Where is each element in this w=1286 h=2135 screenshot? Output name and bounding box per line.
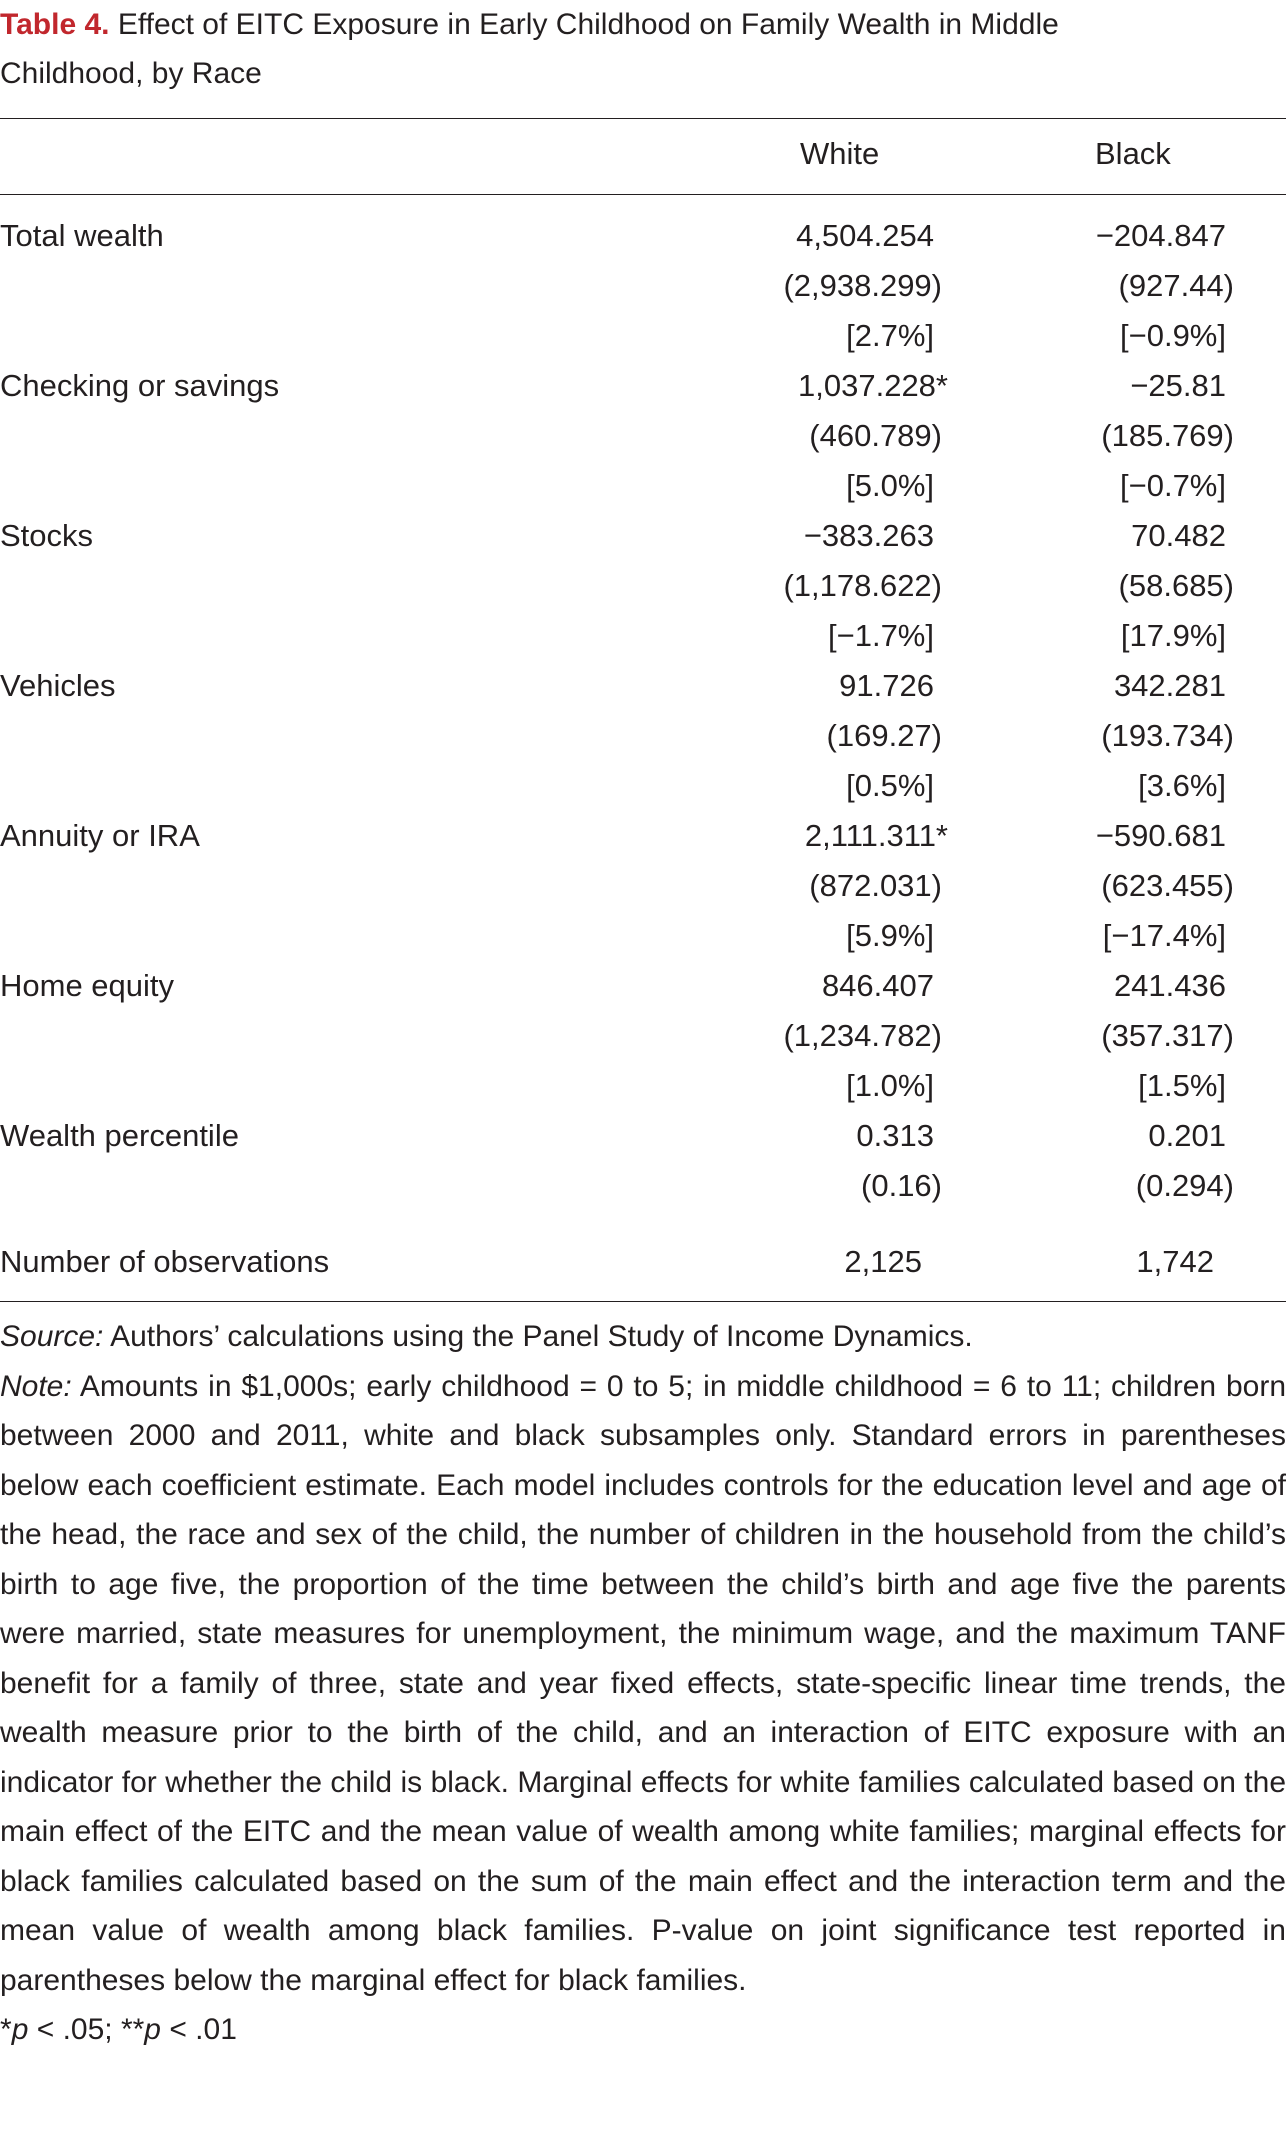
row-label: Home equity [0, 968, 175, 1003]
pct-row [0, 761, 1286, 811]
cell-black: [−0.9%] [1120, 318, 1226, 353]
caption-line-2: Childhood, by Race [0, 57, 262, 90]
cell-white: (1,234.782) [783, 1018, 942, 1053]
cell-white: 4,504.254 [796, 218, 934, 253]
table-body [0, 195, 1286, 1211]
row-label: Annuity or IRA [0, 818, 200, 853]
observations-white: 2,125 [844, 1244, 922, 1279]
cell-white: (169.27) [826, 718, 942, 753]
source-text: Authors’ calculations using the Panel Study of Income Dynamics. [103, 1320, 973, 1353]
cell-black: (623.455) [1101, 868, 1234, 903]
coef-row [0, 361, 1286, 411]
cell-white: (872.031) [809, 868, 942, 903]
caption-line-1: Effect of EITC Exposure in Early Childhood on Family Wealth in Middle [109, 8, 1059, 41]
cell-black: 241.436 [1113, 968, 1226, 1003]
cell-black: [3.6%] [1138, 768, 1226, 803]
cell-white: [0.5%] [846, 768, 934, 803]
cell-black: −590.681 [1095, 818, 1226, 853]
table-notes [0, 1302, 1286, 2055]
cell-black: [−17.4%] [1102, 918, 1226, 953]
note-paragraph [0, 1362, 1286, 2006]
cell-white: [1.0%] [846, 1068, 934, 1103]
cell-black: 0.201 [1148, 1118, 1226, 1153]
column-header-row [0, 119, 1286, 194]
cell-black: [17.9%] [1120, 618, 1226, 653]
observations-black: 1,742 [1136, 1244, 1214, 1279]
cell-white: (1,178.622) [783, 568, 942, 603]
cell-black: (185.769) [1101, 418, 1234, 453]
se-row [0, 411, 1286, 461]
cell-white: 91.726 [839, 668, 934, 703]
row-label: Stocks [0, 518, 94, 553]
cell-black: (927.44) [1118, 268, 1234, 303]
cell-black: (58.685) [1118, 568, 1234, 603]
significance-note: *p < .05; **p < .01 [0, 2013, 237, 2046]
note-text: Amounts in $1,000s; early childhood = 0 to 5; in middle childhood = 6 to 11; children born between 2000 and 2011, white and black subsamples only. Standard errors in parentheses below each coefficient estimate. Each model includes controls for the education level and age of the head, the race and sex of the child, the number of children in the household from the child’s birth to age five, the proportion of the time between the child’s birth and age five the parents were married, state measures for unemployment, the minimum wage, and the maximum TANF benefit for a family of three, state and year fixed effects, state-specific linear time trends, the wealth measure prior to the birth of the child, and an interaction of EITC exposure with an indicator for whether the child is black. Marginal effects for white families calculated based on the main effect of the EITC and the mean value of wealth among white families; marginal effects for black families calculated based on the sum of the main effect and the interaction term and the mean value of wealth among black families. P-value on joint significance test reported in parentheses below the marginal effect for black families. [0, 1369, 1286, 1997]
cell-black: [−0.7%] [1120, 468, 1226, 503]
cell-white: (460.789) [809, 418, 942, 453]
source-note [0, 1312, 1286, 1362]
se-row [0, 861, 1286, 911]
cell-white: 846.407 [821, 968, 934, 1003]
se-row [0, 561, 1286, 611]
coef-row [0, 661, 1286, 711]
pct-row [0, 1061, 1286, 1111]
pct-row [0, 911, 1286, 961]
cell-white: [5.9%] [846, 918, 934, 953]
observations-row [0, 1237, 1286, 1287]
observations-label: Number of observations [0, 1244, 330, 1279]
cell-white: 0.313 [856, 1118, 934, 1153]
row-label: Vehicles [0, 668, 116, 703]
table-caption [0, 0, 1286, 98]
cell-white: [2.7%] [846, 318, 934, 353]
cell-white: 1,037.228* [798, 368, 948, 403]
cell-black: (0.294) [1135, 1168, 1234, 1203]
cell-black: [1.5%] [1138, 1068, 1226, 1103]
column-header-white: White [800, 136, 880, 171]
row-label: Total wealth [0, 218, 164, 253]
se-row [0, 1161, 1286, 1211]
coef-row [0, 1111, 1286, 1161]
cell-white: −383.263 [803, 518, 934, 553]
coef-row [0, 961, 1286, 1011]
cell-black: −204.847 [1095, 218, 1226, 253]
se-row [0, 261, 1286, 311]
cell-white: (0.16) [861, 1168, 942, 1203]
cell-black: 70.482 [1131, 518, 1226, 553]
row-label: Wealth percentile [0, 1118, 239, 1153]
pct-row [0, 461, 1286, 511]
source-label: Source: [0, 1320, 104, 1353]
cell-black: −25.81 [1130, 368, 1226, 403]
pct-row [0, 611, 1286, 661]
cell-white: 2,111.311* [804, 818, 948, 853]
se-row [0, 1011, 1286, 1061]
column-header-black: Black [1095, 136, 1171, 171]
se-row [0, 711, 1286, 761]
note-label: Note: [0, 1369, 72, 1403]
cell-white: [−1.7%] [828, 618, 934, 653]
pct-row [0, 311, 1286, 361]
cell-black: (193.734) [1101, 718, 1234, 753]
cell-white: (2,938.299) [783, 268, 942, 303]
row-label: Checking or savings [0, 368, 280, 403]
coef-row [0, 511, 1286, 561]
table-number: Table 4. [0, 8, 110, 41]
cell-black: (357.317) [1101, 1018, 1234, 1053]
cell-black: 342.281 [1113, 668, 1226, 703]
coef-row [0, 811, 1286, 861]
coef-row [0, 211, 1286, 261]
cell-white: [5.0%] [846, 468, 934, 503]
